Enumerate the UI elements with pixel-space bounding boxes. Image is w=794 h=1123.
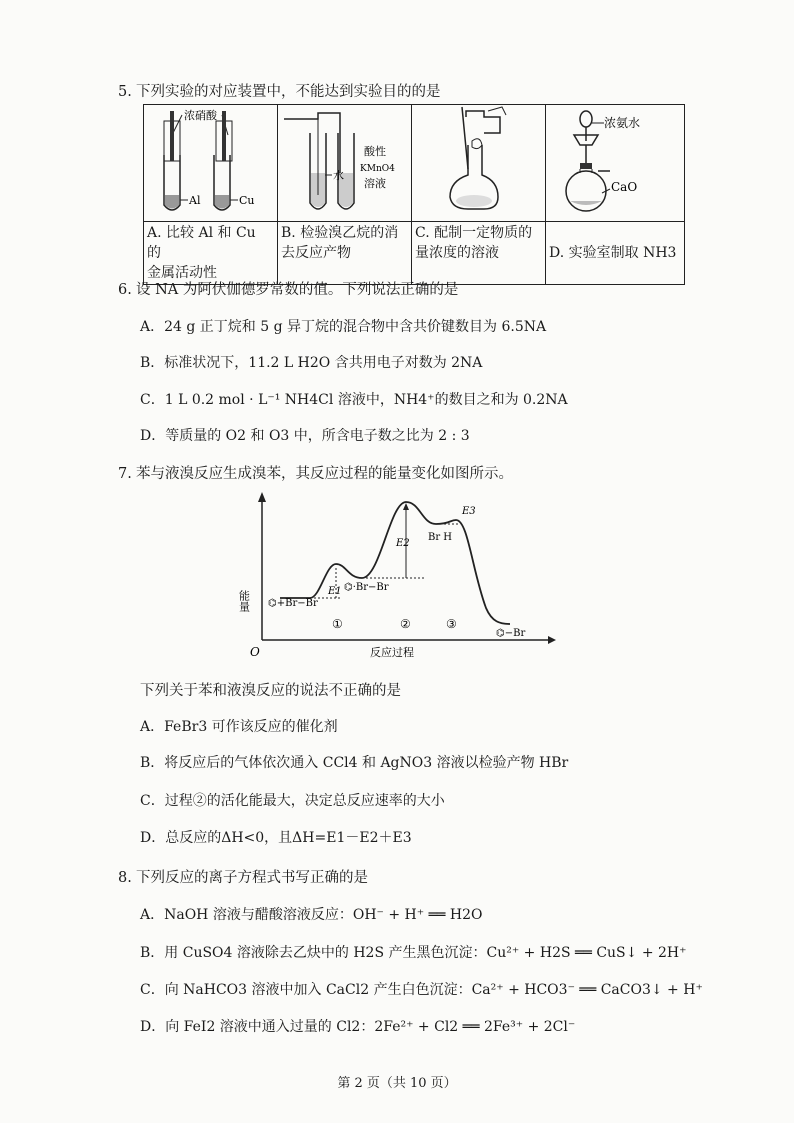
apparatus-a-drawing [144, 105, 277, 217]
e2-label: E2 [396, 538, 410, 549]
e3-label: E3 [462, 506, 476, 517]
q8-option-d: D．向 FeI2 溶液中通入过量的 Cl2：2Fe²⁺ + Cl2 ══ 2Fe³⁺ + 2Cl⁻ [140, 1019, 576, 1035]
energy-diagram [237, 490, 560, 662]
step-1-label: ① [332, 617, 343, 631]
x-axis-label: 反应过程 [370, 646, 414, 659]
species-reactant: ⌬+Br−Br [268, 598, 318, 609]
svg-text:CaO: CaO [611, 180, 638, 194]
e1-label: E1 [328, 586, 342, 597]
apparatus-c-drawing [412, 105, 545, 217]
apparatus-a [144, 105, 278, 222]
q7-option-b: B．将反应后的气体依次通入 CCl4 和 AgNO3 溶液以检验产物 HBr [140, 755, 569, 771]
svg-text:浓氨水: 浓氨水 [604, 116, 641, 130]
option-d-caption: D. 实验室制取 NH3 [546, 222, 685, 285]
q6-option-d: D．等质量的 O2 和 O3 中，所含电子数之比为 2 : 3 [140, 428, 470, 444]
apparatus-d-drawing [546, 105, 684, 217]
y-axis-label: 能量 [237, 590, 251, 612]
q8-option-b: B．用 CuSO4 溶液除去乙炔中的 H2S 产生黑色沉淀：Cu²⁺ + H2S ══ CuS↓ + 2H⁺ [140, 945, 687, 961]
step-3-label: ③ [446, 617, 457, 631]
q8-option-a: A．NaOH 溶液与醋酸溶液反应：OH⁻ + H⁺ ══ H2O [140, 907, 483, 923]
option-c-caption: C. 配制一定物质的 量浓度的溶液 [412, 222, 546, 285]
q6-option-a: A．24 g 正丁烷和 5 g 异丁烷的混合物中含共价键数目为 6.5NA [140, 319, 547, 335]
q8-stem: 8. 下列反应的离子方程式书写正确的是 [118, 870, 368, 886]
svg-text:KMnO4: KMnO4 [360, 164, 395, 174]
svg-text:Al: Al [189, 194, 201, 207]
svg-text:水: 水 [333, 169, 344, 182]
y-axis-arrow [258, 492, 266, 502]
option-b-caption: B. 检验溴乙烷的消 去反应产物 [278, 222, 412, 285]
x-axis-arrow [548, 636, 556, 644]
option-a-caption: A. 比较 Al 和 Cu 的 金属活动性 [144, 222, 278, 285]
page-footer: 第 2 页（共 10 页） [337, 1076, 457, 1091]
q8-option-c: C．向 NaHCO3 溶液中加入 CaCl2 产生白色沉淀：Ca²⁺ + HCO3⁻ ══ CaCO3↓ + H⁺ [140, 982, 703, 998]
q5-apparatus-table [143, 104, 685, 285]
apparatus-b [278, 105, 412, 222]
origin-label: O [250, 645, 260, 659]
species-intermediate: Br H [428, 532, 453, 543]
step-2-label: ② [400, 617, 411, 631]
q7-option-a: A．FeBr3 可作该反应的催化剂 [140, 719, 338, 735]
q6-stem: 6. 设 NA 为阿伏伽德罗常数的值。下列说法正确的是 [118, 282, 459, 298]
apparatus-d [546, 105, 685, 222]
e2-arrowhead [403, 503, 409, 510]
q6-option-c: C．1 L 0.2 mol · L⁻¹ NH4Cl 溶液中，NH4⁺的数目之和为 0.2NA [140, 392, 568, 408]
svg-text:浓硝酸: 浓硝酸 [184, 109, 217, 122]
species-product: ⌬−Br [496, 628, 526, 639]
species-complex: ⌬·Br−Br [344, 582, 389, 593]
q7-option-c: C．过程②的活化能最大，决定总反应速率的大小 [140, 793, 445, 809]
q5-stem: 5. 下列实验的对应装置中，不能达到实验目的的是 [118, 84, 441, 100]
svg-text:溶液: 溶液 [364, 177, 386, 190]
svg-text:酸性: 酸性 [364, 145, 386, 158]
q7-option-d: D．总反应的ΔH<0，且ΔH=E1－E2＋E3 [140, 830, 412, 846]
svg-text:Cu: Cu [239, 194, 255, 207]
q7-stem: 7. 苯与液溴反应生成溴苯，其反应过程的能量变化如图所示。 [118, 466, 513, 482]
q7-substem: 下列关于苯和液溴反应的说法不正确的是 [140, 683, 401, 699]
q6-option-b: B．标准状况下，11.2 L H2O 含共用电子对数为 2NA [140, 355, 483, 371]
apparatus-b-drawing [278, 105, 411, 217]
apparatus-c [412, 105, 546, 222]
